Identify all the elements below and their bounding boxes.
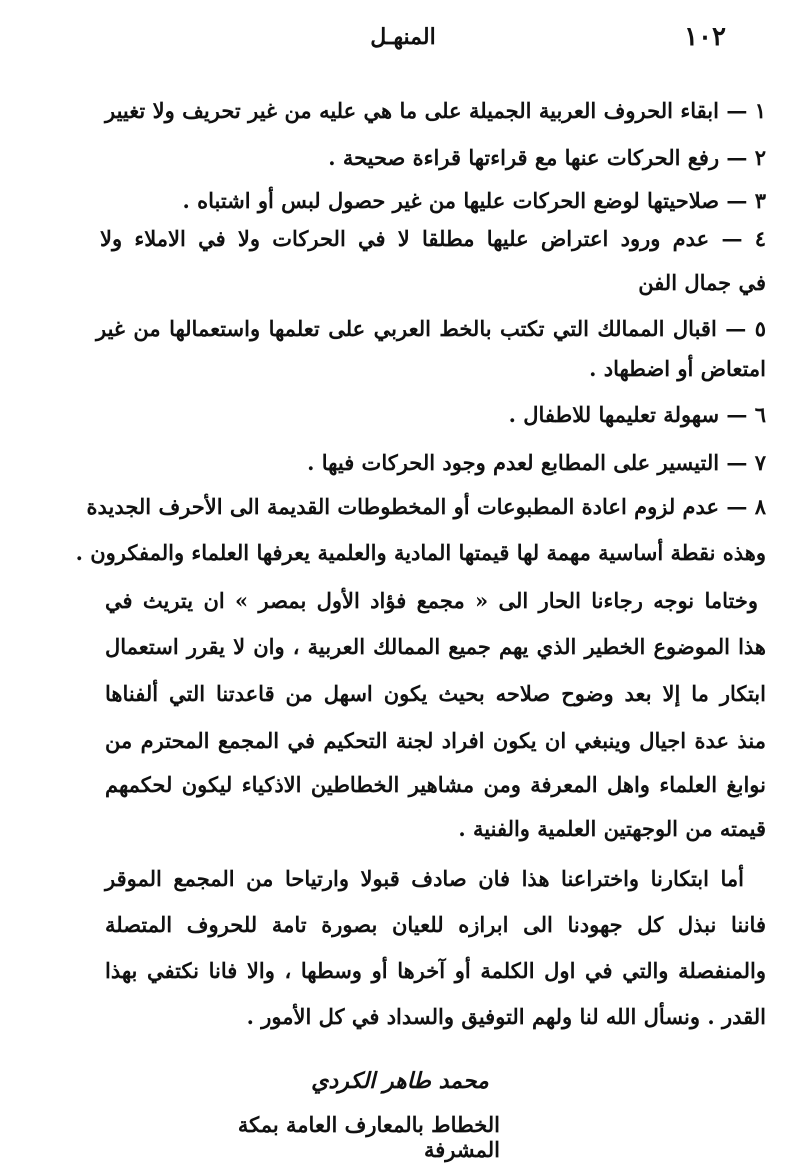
- page-header: [60, 22, 746, 62]
- paragraph-line: نوابغ العلماء واهل المعرفة ومن مشاهير الخطاطين الاذكياء ليكون لحكمهم: [105, 772, 766, 797]
- list-item-1: ١ — ابقاء الحروف العربية الجميلة على ما هي عليه من غير تحريف ولا تغيير: [105, 98, 766, 123]
- list-item-8-continuation: وهذه نقطة أساسية مهمة لها قيمتها المادية والعلمية يعرفها العلماء والمفكرون .: [75, 540, 766, 565]
- paragraph-line: وختاما نوجه رجاءنا الحار الى « مجمع فؤاد الأول بمصر » ان يتريث في: [105, 588, 758, 613]
- paragraph-line: أما ابتكارنا واختراعنا هذا فان صادف قبولا وارتياحا من المجمع الموقر: [105, 866, 744, 891]
- paragraph-line: هذا الموضوع الخطير الذي يهم جميع الممالك العربية ، وان لا يقرر استعمال: [105, 634, 766, 659]
- paragraph-line: قيمته من الوجهتين العلمية والفنية .: [458, 816, 766, 841]
- signature-title: الخطاط بالمعارف العامة بمكة المشرفة: [237, 1112, 500, 1162]
- list-item-4: ٤ — عدم ورود اعتراض عليها مطلقا لا في الحركات ولا في الاملاء ولا: [100, 226, 766, 251]
- list-item-4-continuation: في جمال الفن: [638, 270, 766, 295]
- running-title: المنهـل: [370, 24, 436, 50]
- paragraph-line: القدر . ونسأل الله لنا ولهم التوفيق والسداد في كل الأمور .: [246, 1004, 766, 1029]
- paragraph-line: فاننا نبذل كل جهودنا الى ابرازه للعيان بصورة تامة للحروف المتصلة: [105, 912, 766, 937]
- paragraph-line: والمنفصلة والتي في اول الكلمة أو آخرها أو وسطها ، والا فانا نكتفي بهذا: [105, 958, 766, 983]
- page-number: ١٠٢: [684, 22, 726, 52]
- list-item-2: ٢ — رفع الحركات عنها مع قراءتها قراءة صحيحة .: [328, 145, 766, 170]
- list-item-3: ٣ — صلاحيتها لوضع الحركات عليها من غير حصول لبس أو اشتباه .: [182, 188, 766, 213]
- list-item-8: ٨ — عدم لزوم اعادة المطبوعات أو المخطوطات القديمة الى الأحرف الجديدة: [86, 494, 766, 519]
- paragraph-line: منذ عدة اجيال وينبغي ان يكون افراد لجنة التحكيم في المجمع المحترم من: [105, 728, 766, 753]
- list-item-6: ٦ — سهولة تعليمها للاطفال .: [508, 402, 766, 427]
- list-item-7: ٧ — التيسير على المطابع لعدم وجود الحركات فيها .: [307, 450, 766, 475]
- signature-name: محمد طاهر الكردي: [311, 1068, 489, 1094]
- list-item-5: ٥ — اقبال الممالك التي تكتب بالخط العربي على تعلمها واستعمالها من غير: [96, 316, 766, 341]
- paragraph-line: ابتكار ما إلا بعد وضوح صلاحه بحيث يكون اسهل من قاعدتنا التي ألفناها: [105, 681, 766, 706]
- list-item-5-continuation: امتعاض أو اضطهاد .: [589, 356, 766, 381]
